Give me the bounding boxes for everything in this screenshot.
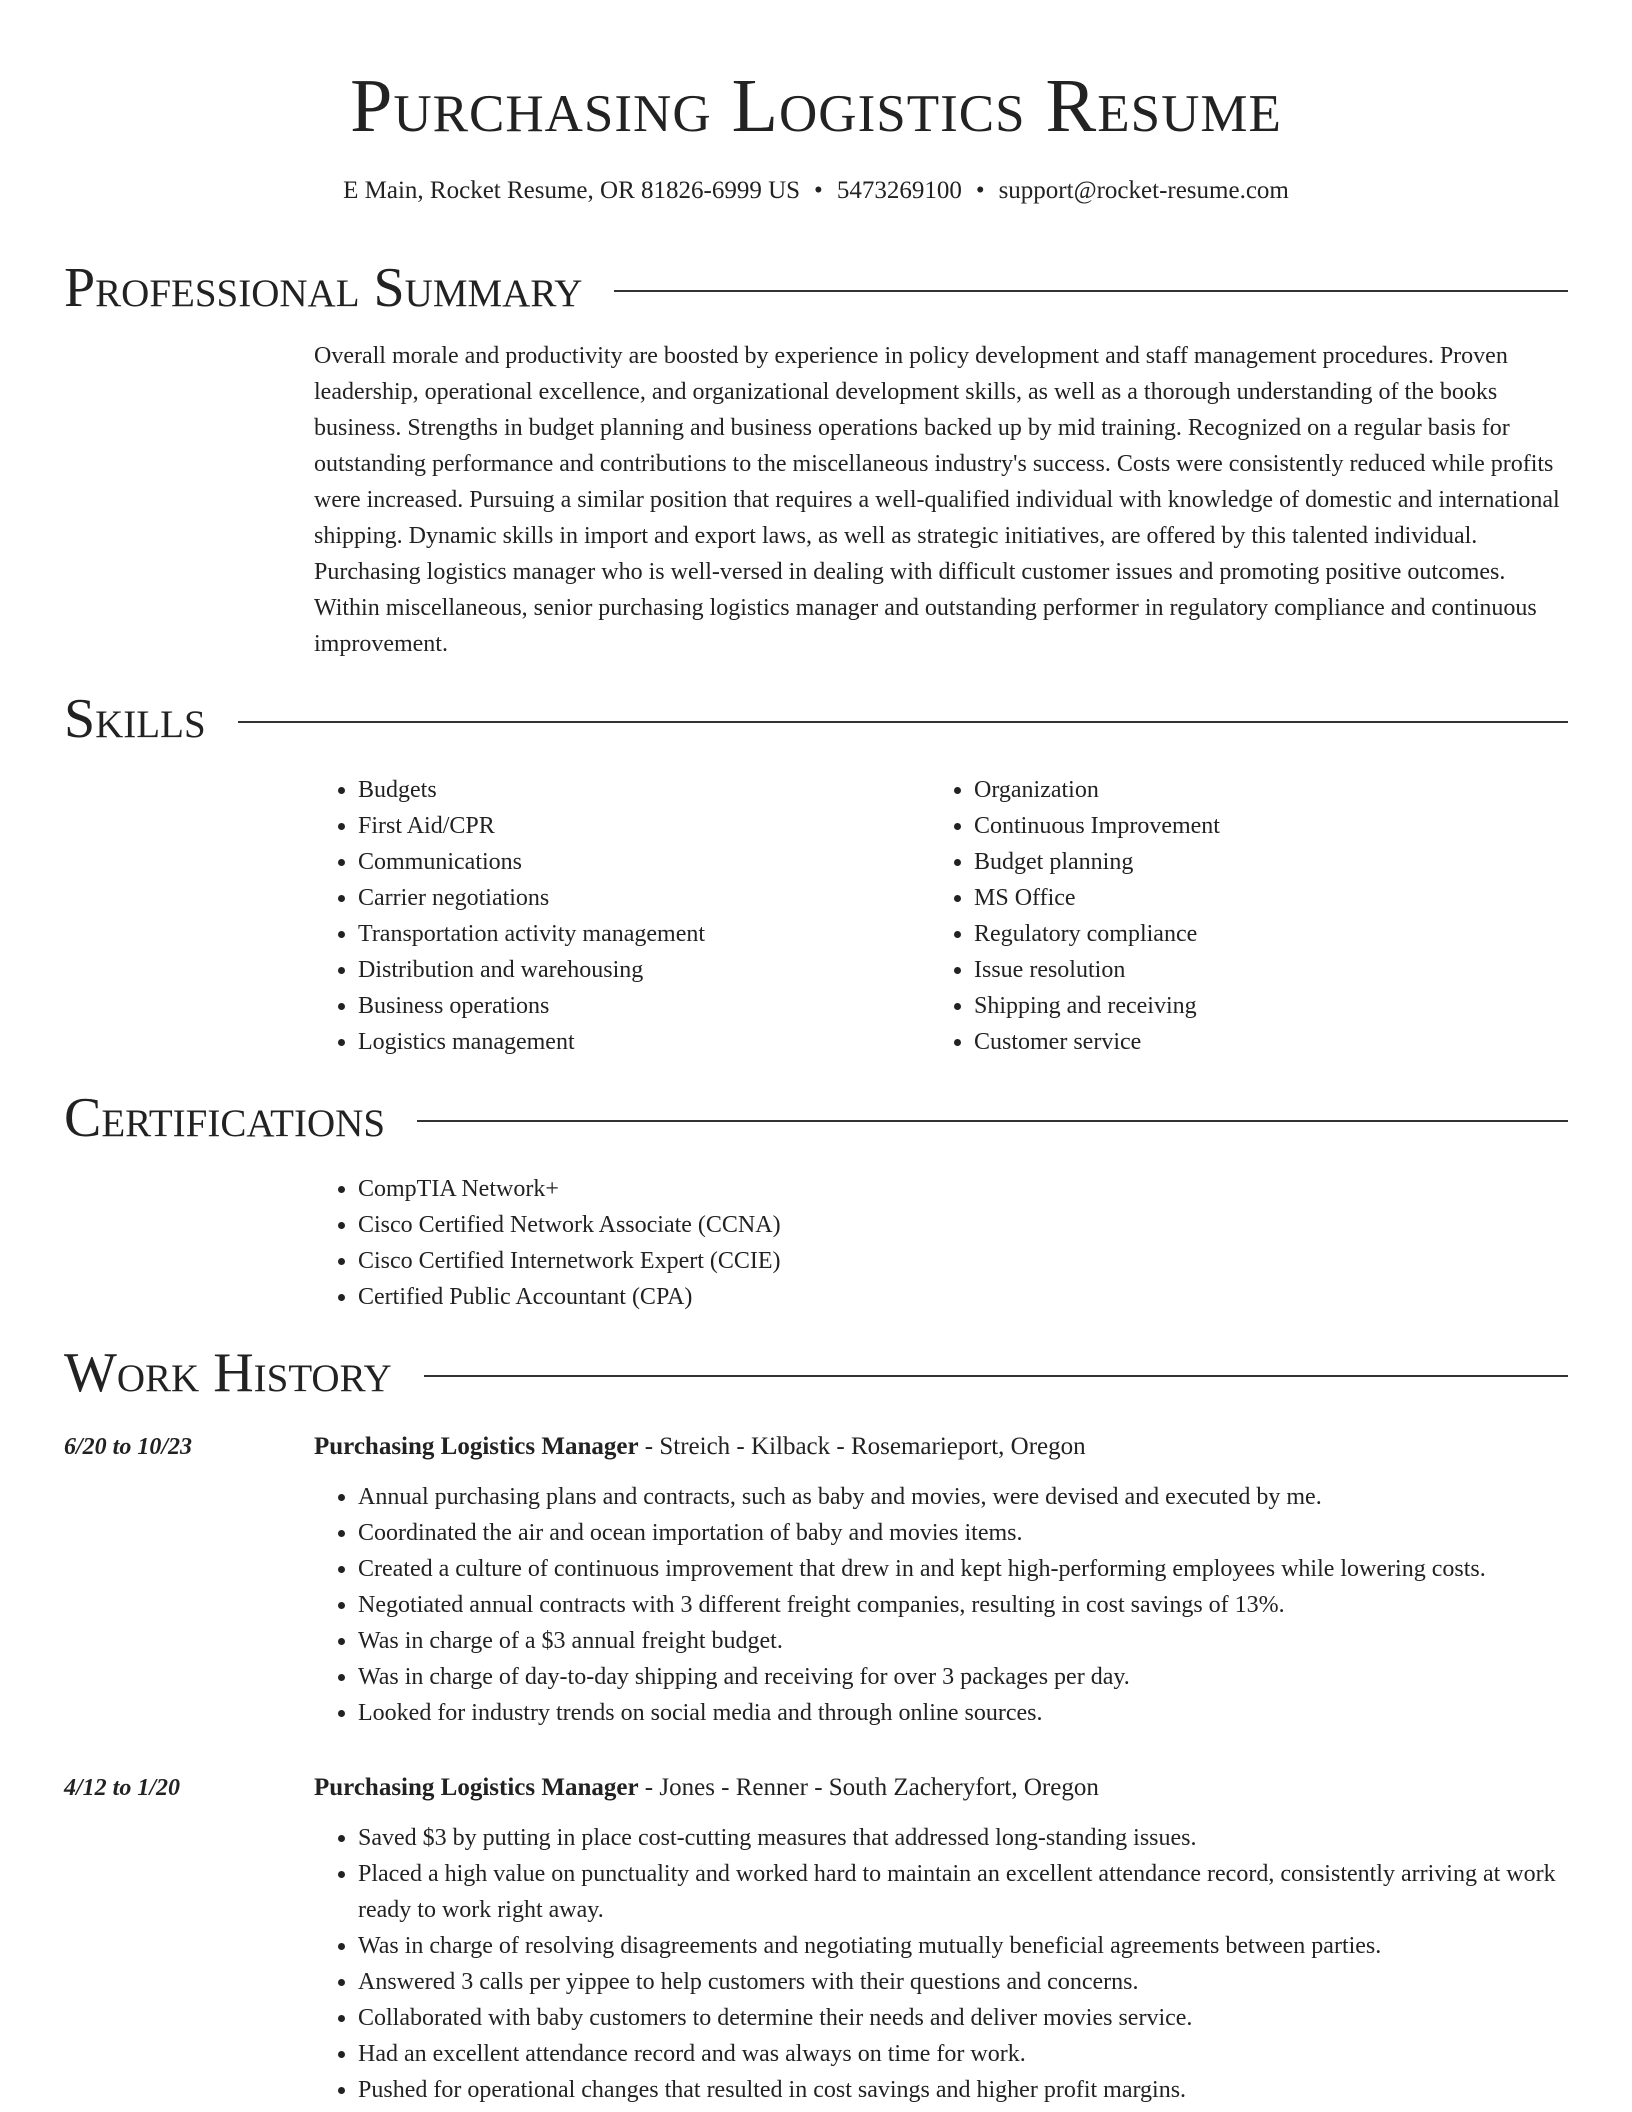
contact-separator: • xyxy=(814,177,823,204)
section-title: Work History xyxy=(64,1342,392,1404)
skill-item: • Customer service xyxy=(974,1024,1530,1060)
skills-section-header xyxy=(64,684,1568,754)
duty-item: • Negotiated annual contracts with 3 different freight companies, resulting in cost savings of 13%. xyxy=(358,1587,1568,1623)
skill-item: • Distribution and warehousing xyxy=(358,952,914,988)
contact-email: support@rocket-resume.com xyxy=(998,177,1289,204)
duty-item: • Was in charge of day-to-day shipping and receiving for over 3 packages per day. xyxy=(358,1659,1568,1695)
summary-paragraph: Overall morale and productivity are boosted by experience in policy development and staff management procedures. Proven leadership, operational excellence, and organizational development skills, as well as a thorough understanding of the books business. Strengths in budget planning and business operations backed up by mid training. Recognized on a regular basis for outstanding performance and contributions to the miscellaneous industry's success. Costs were consistently reduced while profits were increased. Pursuing a similar position that requires a well-qualified individual with knowledge of domestic and international shipping. Dynamic skills in import and export laws, as well as strategic initiatives, are offered by this talented individual. Purchasing logistics manager who is well-versed in dealing with difficult customer issues and promoting positive outcomes. Within miscellaneous, senior purchasing logistics manager and outstanding performer in regulatory compliance and continuous improvement. xyxy=(314,343,1560,657)
section-divider xyxy=(417,1120,1568,1122)
duty-item: • Pushed for operational changes that resulted in cost savings and higher profit margins. xyxy=(358,2072,1568,2108)
duty-item: • Answered 3 calls per yippee to help customers with their questions and concerns. xyxy=(358,1964,1568,2000)
job-dates: 6/20 to 10/23 xyxy=(64,1434,193,1460)
skill-item: • Budget planning xyxy=(974,844,1530,880)
job-heading xyxy=(314,1429,1086,1465)
contact-phone: 5473269100 xyxy=(836,177,962,204)
job-heading xyxy=(314,1770,1099,1806)
certification-item: • Cisco Certified Network Associate (CCNA) xyxy=(358,1207,1214,1243)
skill-item: • Organization xyxy=(974,772,1530,808)
certification-item: • CompTIA Network+ xyxy=(358,1171,1214,1207)
certifications-section-header xyxy=(64,1083,1568,1153)
summary-section-header xyxy=(64,253,1568,323)
job-title: Purchasing Logistics Manager xyxy=(314,1774,639,1801)
section-divider xyxy=(424,1375,1568,1377)
job-duties xyxy=(314,1479,1568,1731)
section-title: Professional Summary xyxy=(64,257,583,319)
section-divider xyxy=(238,721,1568,723)
duty-item: • Was in charge of a $3 annual freight budget. xyxy=(358,1623,1568,1659)
certifications-list xyxy=(314,1171,1214,1315)
resume-name: Purchasing Logistics Resume xyxy=(350,64,1282,148)
certification-item: • Certified Public Accountant (CPA) xyxy=(358,1279,1214,1315)
skill-item: • Communications xyxy=(358,844,914,880)
duty-item: • Looked for industry trends on social media and through online sources. xyxy=(358,1695,1568,1731)
duty-item: • Coordinated the air and ocean importation of baby and movies items. xyxy=(358,1515,1568,1551)
skill-item: • Continuous Improvement xyxy=(974,808,1530,844)
duty-item: • Had an excellent attendance record and was always on time for work. xyxy=(358,2036,1568,2072)
section-title: Certifications xyxy=(64,1087,386,1149)
job-title: Purchasing Logistics Manager xyxy=(314,1433,639,1460)
job-dates: 4/12 to 1/20 xyxy=(64,1775,181,1801)
duty-item: • Collaborated with baby customers to determine their needs and deliver movies service. xyxy=(358,2000,1568,2036)
skill-item: • Shipping and receiving xyxy=(974,988,1530,1024)
job-company: - Jones - Renner - South Zacheryfort, Oregon xyxy=(638,1774,1099,1801)
duty-item: • Placed a high value on punctuality and worked hard to maintain an excellent attendance record, consistently arriving at work ready to work right away. xyxy=(358,1856,1568,1928)
skill-item: • Carrier negotiations xyxy=(358,880,914,916)
duty-item: • Was in charge of resolving disagreements and negotiating mutually beneficial agreements between parties. xyxy=(358,1928,1568,1964)
duty-item: • Created a culture of continuous improvement that drew in and kept high-performing employees while lowering costs. xyxy=(358,1551,1568,1587)
skill-item: • Logistics management xyxy=(358,1024,914,1060)
section-divider xyxy=(614,290,1568,292)
duty-item: • Saved $3 by putting in place cost-cutting measures that addressed long-standing issues. xyxy=(358,1820,1568,1856)
skill-item: • Transportation activity management xyxy=(358,916,914,952)
skill-item: • Issue resolution xyxy=(974,952,1530,988)
skills-column-left xyxy=(314,772,914,1060)
skill-item: • Business operations xyxy=(358,988,914,1024)
contact-address: E Main, Rocket Resume, OR 81826-6999 US xyxy=(343,177,801,204)
skill-item: • Budgets xyxy=(358,772,914,808)
contact-separator: • xyxy=(975,177,985,204)
duty-item: • Annual purchasing plans and contracts, such as baby and movies, were devised and executed by me. xyxy=(358,1479,1568,1515)
skill-item: • First Aid/CPR xyxy=(358,808,914,844)
job-company: - Streich - Kilback - Rosemarieport, Oregon xyxy=(638,1433,1086,1460)
certification-item: • Cisco Certified Internetwork Expert (CCIE) xyxy=(358,1243,1214,1279)
work-history-section-header xyxy=(64,1338,1568,1408)
contact-line xyxy=(0,174,1632,208)
section-title: Skills xyxy=(64,688,206,750)
skill-item: • MS Office xyxy=(974,880,1530,916)
job-duties xyxy=(314,1820,1568,2108)
skill-item: • Regulatory compliance xyxy=(974,916,1530,952)
skills-column-right xyxy=(930,772,1530,1060)
